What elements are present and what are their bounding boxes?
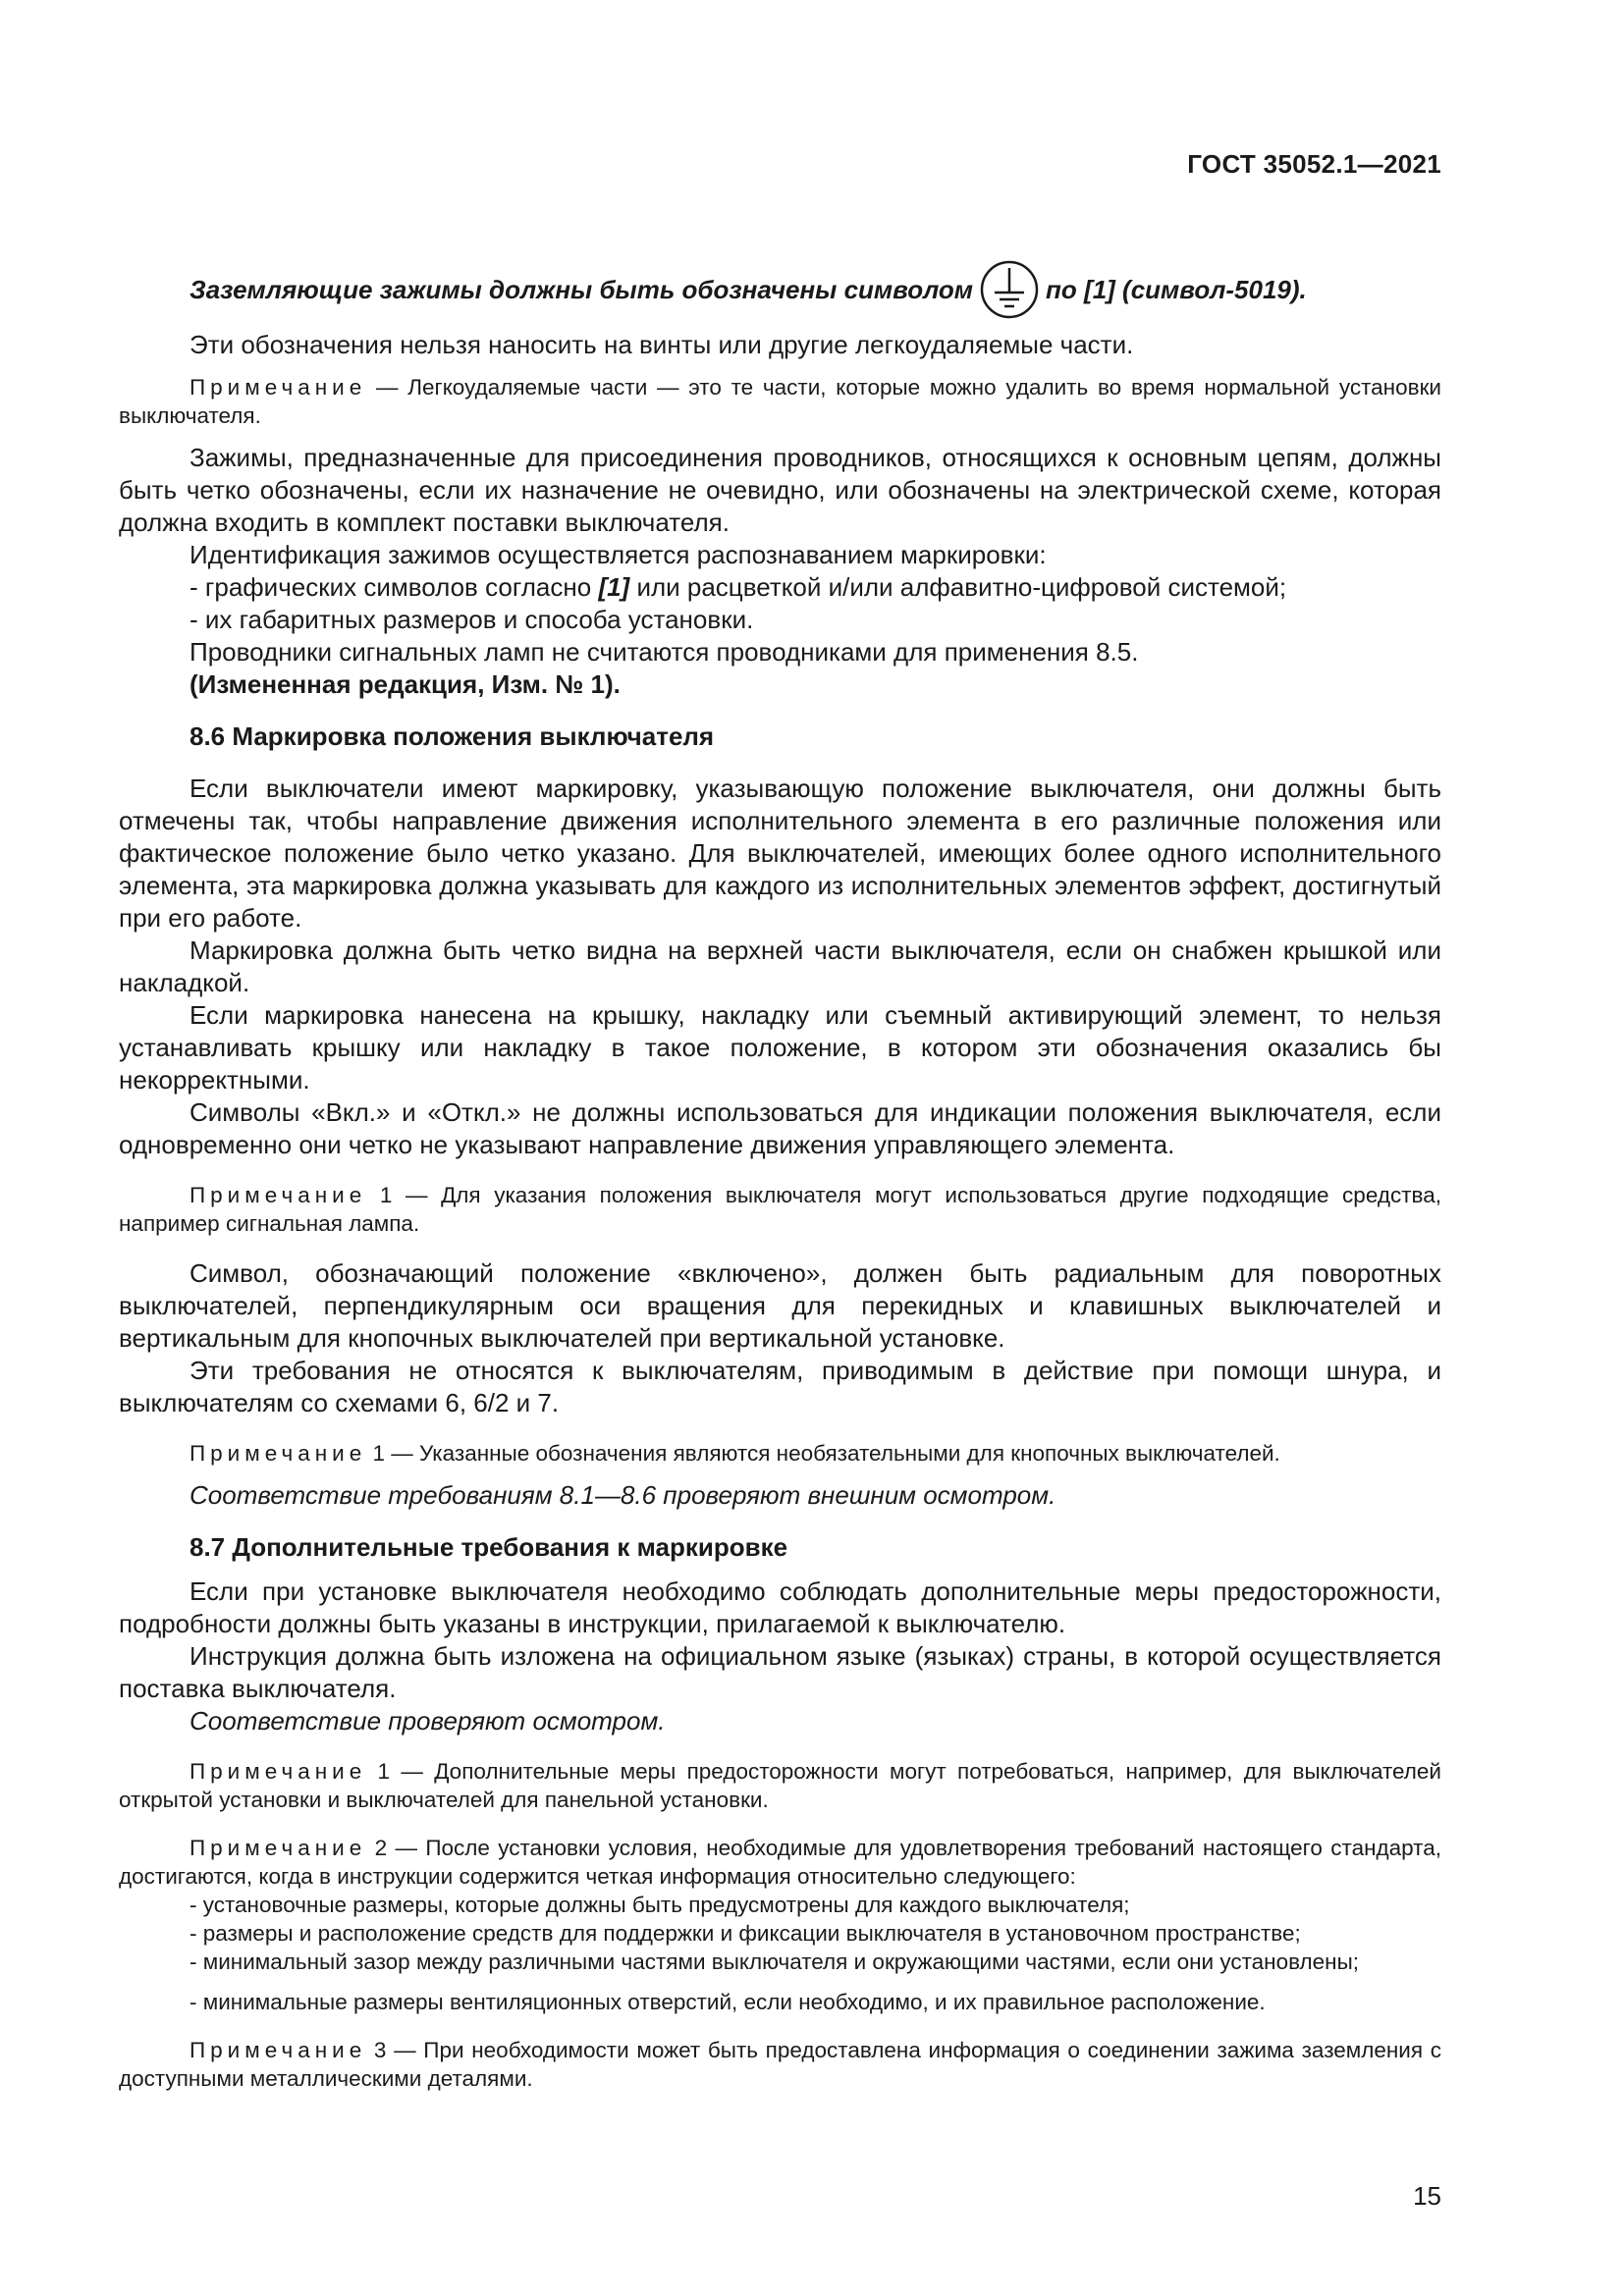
paragraph: Если маркировка нанесена на крышку, накладку или съемный активирующий элемент, то нельзя устанавливать крышку или накладку в такое положение, в котором эти обозначения оказались бы некорректными. — [119, 1000, 1441, 1095]
note-label: Примечание — [189, 2038, 367, 2062]
paragraph: Инструкция должна быть изложена на официальном языке (языках) страны, в которой осуществляется поставка выключателя. — [119, 1641, 1441, 1703]
note-text: 3 — При необходимости может быть предоставлена информация о соединении зажима заземления с доступными металлическими деталями. — [119, 2038, 1441, 2091]
note — [119, 2036, 1441, 2093]
paragraph: Символ, обозначающий положение «включено», должен быть радиальным для поворотных выключателей, перпендикулярным оси вращения для перекидных и клавишных выключателей и вертикальным для кнопочных выключателей при вертикальной установке. — [119, 1258, 1441, 1353]
paragraph: Маркировка должна быть четко видна на верхней части выключателя, если он снабжен крышкой или накладкой. — [119, 935, 1441, 997]
document-body — [119, 250, 1441, 2093]
note — [119, 1834, 1441, 1891]
note — [119, 1439, 1441, 1468]
note-label: Примечание — [189, 1759, 367, 1784]
section-heading-8-6: 8.6 Маркировка положения выключателя — [189, 721, 715, 751]
note-text: 2 — После установки условия, необходимые для удовлетворения требований настоящего стандарта, достигаются, когда в инструкции содержится четкая информация относительно следующего: — [119, 1836, 1441, 1889]
note-text: 1 — Указанные обозначения являются необязательными для кнопочных выключателей. — [366, 1441, 1280, 1466]
note-label: Примечание — [189, 1183, 367, 1207]
reference-link: [1] — [598, 572, 630, 602]
paragraph: Символы «Вкл.» и «Откл.» не должны использоваться для индикации положения выключателя, если одновременно они четко не указывают направление движения управляющего элемента. — [119, 1097, 1441, 1159]
paragraph: Если выключатели имеют маркировку, указывающую положение выключателя, они должны быть отмечены так, чтобы направление движения исполнительного элемента в его различные положения или фактическое положение было четко указано. Для выключателей, имеющих более одного исполнительного элемента, эта маркировка должна указывать для каждого из исполнительных элементов эффект, достигнутый при его работе. — [119, 774, 1441, 933]
protective-earth-icon — [979, 259, 1040, 320]
note-list-item: - минимальный зазор между различными частями выключателя и окружающими частями, если они установлены; — [189, 1949, 1360, 1974]
amendment-note: (Измененная редакция, Изм. № 1). — [189, 669, 621, 699]
note-text: — Легкоудаляемые части — это те части, которые можно удалить во время нормальной установки выключателя. — [119, 375, 1441, 428]
note-text: 1 — Дополнительные меры предосторожности могут потребоваться, например, для выключателей открытой установки и выключателей для панельной установки. — [119, 1759, 1441, 1812]
list-item: - их габаритных размеров и способа установки. — [189, 605, 754, 634]
section-heading-8-7: 8.7 Дополнительные требования к маркировке — [189, 1532, 788, 1562]
list-item: - графических символов согласно [1] или расцветкой и/или алфавитно-цифровой системой; — [189, 572, 1287, 602]
paragraph: Эти требования не относятся к выключателям, приводимым в действие при помощи шнура, и выключателям со схемами 6, 6/2 и 7. — [119, 1356, 1441, 1417]
note-label: Примечание — [189, 375, 367, 400]
note-list-item: - минимальные размеры вентиляционных отверстий, если необходимо, и их правильное расположение. — [189, 1990, 1266, 2014]
document-id-header: ГОСТ 35052.1—2021 — [1187, 149, 1441, 179]
paragraph: Идентификация зажимов осуществляется распознаванием маркировки: — [189, 540, 1047, 569]
note — [119, 1757, 1441, 1814]
page-number: 15 — [1413, 2181, 1441, 2211]
note-label: Примечание — [189, 1836, 367, 1860]
note-list-item: - установочные размеры, которые должны быть предусмотрены для каждого выключателя; — [189, 1893, 1130, 1917]
paragraph: Проводники сигнальных ламп не считаются проводниками для применения 8.5. — [189, 637, 1139, 667]
compliance-check: Соответствие требованиям 8.1—8.6 проверяют внешним осмотром. — [189, 1480, 1056, 1510]
grounding-requirement — [119, 250, 1441, 329]
note — [119, 373, 1441, 430]
grounding-text-before: Заземляющие зажимы должны быть обозначены символом — [189, 274, 974, 304]
compliance-check: Соответствие проверяют осмотром. — [189, 1706, 666, 1735]
paragraph: Эти обозначения нельзя наносить на винты или другие легкоудаляемые части. — [189, 330, 1134, 359]
note — [119, 1181, 1441, 1238]
grounding-text-after: по [1] (символ-5019). — [1046, 274, 1307, 304]
paragraph: Зажимы, предназначенные для присоединения проводников, относящихся к основным цепям, должны быть четко обозначены, если их назначение не очевидно, или обозначены на электрической схеме, которая должна входить в комплект поставки выключателя. — [119, 443, 1441, 537]
note-label: Примечание — [189, 1441, 367, 1466]
document-page — [119, 0, 1441, 2296]
note-list-item: - размеры и расположение средств для поддержки и фиксации выключателя в установочном пространстве; — [189, 1921, 1301, 1946]
note-text: 1 — Для указания положения выключателя могут использоваться другие подходящие средства, например сигнальная лампа. — [119, 1183, 1441, 1236]
paragraph: Если при установке выключателя необходимо соблюдать дополнительные меры предосторожности, подробности должны быть указаны в инструкции, прилагаемой к выключателю. — [119, 1576, 1441, 1638]
